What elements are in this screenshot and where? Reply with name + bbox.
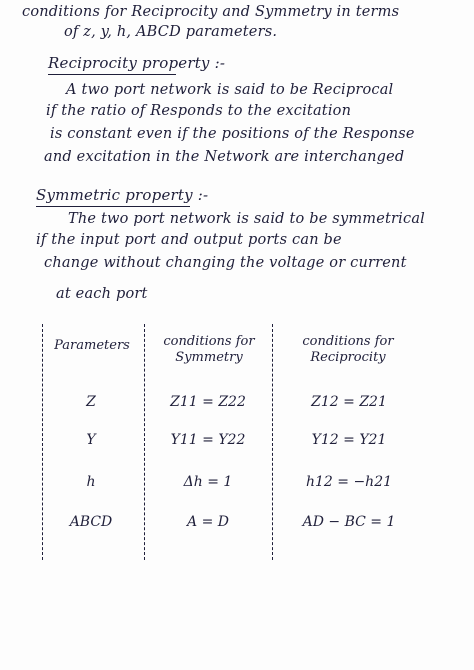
symmetry-heading-underline bbox=[36, 206, 190, 207]
table-cell-symmetry: Y11 = Y22 bbox=[170, 432, 246, 448]
table-cell-reciprocity: Z12 = Z21 bbox=[311, 394, 387, 410]
table-cell-reciprocity: AD − BC = 1 bbox=[302, 514, 396, 530]
conditions-table bbox=[42, 324, 450, 560]
table-cell-symmetry: Z11 = Z22 bbox=[170, 394, 246, 410]
table-cell-param: ABCD bbox=[69, 514, 113, 530]
table-cell-symmetry: A = D bbox=[187, 514, 229, 530]
reciprocity-line-2: if the ratio of Responds to the excitation bbox=[46, 103, 352, 119]
reciprocity-line-3: is constant even if the positions of the Response bbox=[50, 126, 415, 142]
reciprocity-line-4: and excitation in the Network are interchanged bbox=[44, 149, 405, 165]
table-cell-reciprocity: h12 = −h21 bbox=[305, 474, 393, 490]
symmetry-line-1: The two port network is said to be symmetrical bbox=[68, 211, 426, 227]
reciprocity-heading-underline bbox=[48, 74, 176, 75]
table-divider bbox=[272, 324, 273, 560]
page-title-line-1: conditions for Reciprocity and Symmetry in terms bbox=[22, 4, 400, 20]
table-header-symmetry: conditions for Symmetry bbox=[163, 334, 255, 365]
table-cell-reciprocity: Y12 = Y21 bbox=[311, 432, 387, 448]
reciprocity-line-1: A two port network is said to be Reciprocal bbox=[66, 82, 394, 98]
symmetry-line-3: change without changing the voltage or current bbox=[44, 255, 407, 271]
table-cell-param: Z bbox=[86, 394, 96, 410]
symmetry-line-2: if the input port and output ports can be bbox=[36, 232, 342, 248]
table-header-parameters: Parameters bbox=[54, 338, 130, 353]
symmetry-line-4: at each port bbox=[56, 286, 148, 302]
table-header-reciprocity: conditions for Reciprocity bbox=[302, 334, 394, 365]
table-divider bbox=[144, 324, 145, 560]
table-cell-param: Y bbox=[86, 432, 96, 448]
table-divider bbox=[42, 324, 43, 560]
table-cell-param: h bbox=[86, 474, 96, 490]
table-cell-symmetry: Δh = 1 bbox=[183, 474, 233, 490]
page-title-line-2: of z, y, h, ABCD parameters. bbox=[64, 24, 278, 40]
symmetry-heading: Symmetric property :- bbox=[36, 186, 209, 204]
reciprocity-heading: Reciprocity property :- bbox=[48, 54, 226, 72]
